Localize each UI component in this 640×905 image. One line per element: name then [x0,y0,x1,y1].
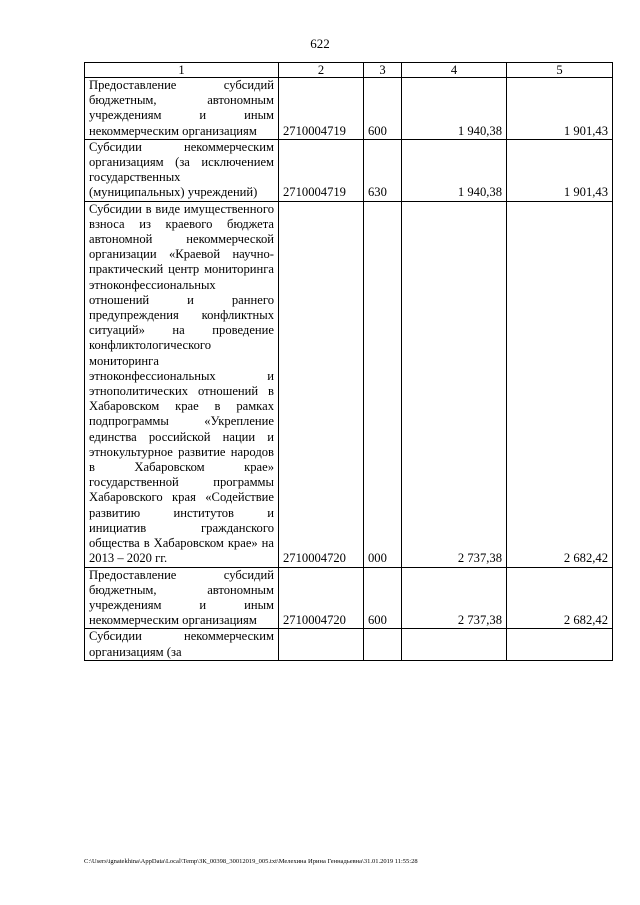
table-row [85,139,613,201]
row-name: Предоставление субсидий бюджетным, автономным учреждениям и иным некоммерческим организациям [85,78,279,140]
table-row [85,567,613,629]
table-row [85,629,613,660]
row-amount-2: 1 901,43 [507,139,613,201]
column-header: 4 [402,63,507,78]
row-name: Субсидии в виде имущественного взноса из краевого бюджета автономной некоммерческой организации «Краевой научно-практический центр мониторинга этноконфессиональных отношений и раннего предупреждения конфликтных ситуаций» на проведение конфликтологического мониторинга этноконфессиональных и этнополитических отношений в Хабаровском крае в рамках подпрограммы «Укрепление единства российской нации и этнокультурное развитие народов в Хабаровском крае» государственной программы Хабаровского края «Содействие развитию институтов и инициатив гражданского общества в Хабаровском крае» на 2013 – 2020 гг. [85,201,279,567]
row-name: Субсидии некоммерческим организациям (за [85,629,279,660]
column-header: 3 [364,63,402,78]
column-header: 2 [279,63,364,78]
row-amount-1: 1 940,38 [402,78,507,140]
row-expense-type [364,629,402,660]
row-name: Предоставление субсидий бюджетным, автономным учреждениям и иным некоммерческим организациям [85,567,279,629]
row-amount-2: 2 682,42 [507,567,613,629]
table-header-row [85,63,613,78]
row-amount-1 [402,629,507,660]
row-name: Субсидии некоммерческим организациям (за исключением государственных (муниципальных) учреждений) [85,139,279,201]
row-amount-1: 2 737,38 [402,201,507,567]
row-amount-2: 2 682,42 [507,201,613,567]
row-expense-type: 600 [364,567,402,629]
table-row [85,201,613,567]
row-expense-type: 000 [364,201,402,567]
table-row [85,78,613,140]
row-expense-type: 630 [364,139,402,201]
row-target-article: 2710004719 [279,139,364,201]
row-target-article: 2710004720 [279,567,364,629]
budget-table [84,62,613,661]
column-header: 5 [507,63,613,78]
page-number: 622 [310,36,330,51]
row-target-article: 2710004719 [279,78,364,140]
row-amount-1: 1 940,38 [402,139,507,201]
row-target-article [279,629,364,660]
row-amount-2 [507,629,613,660]
row-amount-2: 1 901,43 [507,78,613,140]
row-amount-1: 2 737,38 [402,567,507,629]
row-expense-type: 600 [364,78,402,140]
column-header: 1 [85,63,279,78]
file-path-footer: C:\Users\ignatekhina\AppData\Local\Temp\ЗК_00398_30012019_005.txt\Мелехина Ирина Геннадьевна\31.01.2019 11:55:28 [84,858,418,865]
row-target-article: 2710004720 [279,201,364,567]
